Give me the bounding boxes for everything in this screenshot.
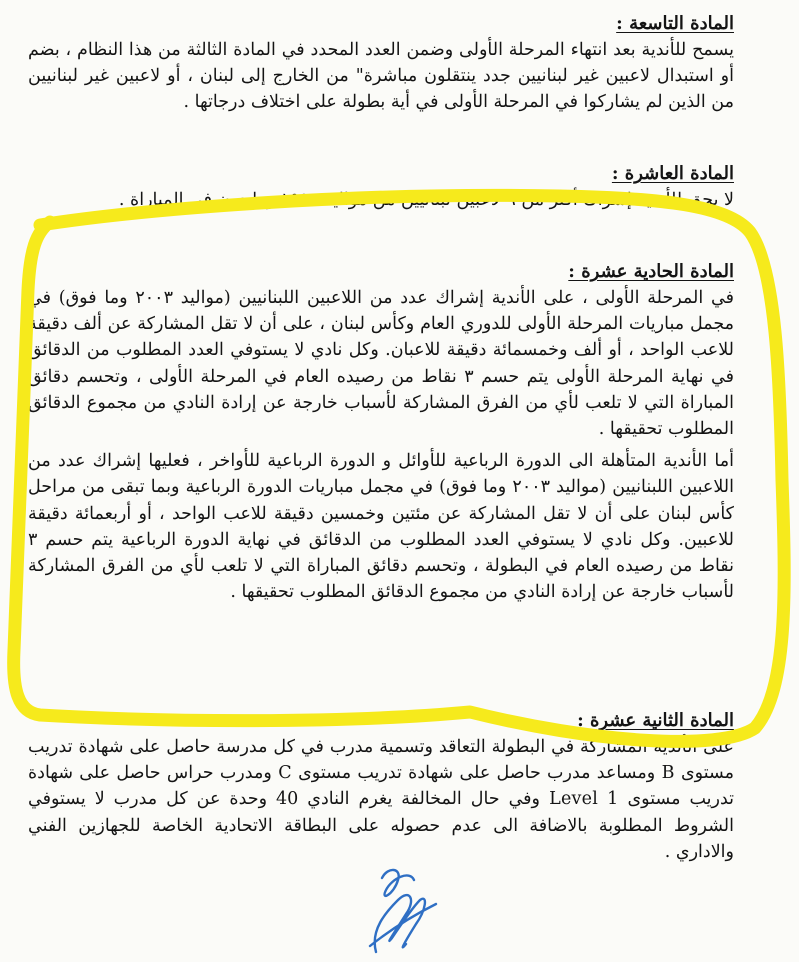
article-10-body xyxy=(28,187,734,213)
article-11-paragraph-2: أما الأندية المتأهلة الى الدورة الرباعية للأوائل و الدورة الرباعية للأواخر ، فعليها إشراك عدد من اللاعبين اللبنانيين (مواليد ٢٠٠٣ وما فوق) في مجمل مباريات الدورة الرباعية وبما تبقى من مراحل كأس لبنان على أن لا تقل المشاركة عن مئتين وخمسين دقيقة للاعب الواحد ، أو أربعمائة دقيقة للاعبين. وكل نادي لا يستوفي العدد المطلوب من الدقائق في نهاية الدورة الرباعية يتم حسم ٣ نقاط من رصيده العام في البطولة ، وتحسم دقائق المباراة التي لا تلعب لأي من الفرق المشاركة لأسباب خارجة عن إرادة النادي من مجموع الدقائق المطلوب تحقيقها . xyxy=(28,451,734,603)
article-12-body xyxy=(28,734,734,865)
article-11 xyxy=(28,261,734,605)
article-10-heading: المادة العاشرة : xyxy=(611,163,734,184)
signature-mark xyxy=(340,860,450,960)
article-9-body xyxy=(28,37,734,116)
article-12-heading: المادة الثانية عشرة : xyxy=(577,710,734,731)
article-9 xyxy=(28,13,734,116)
article-12 xyxy=(28,710,734,865)
article-12-paragraph: على الأندية المشاركة في البطولة التعاقد وتسمية مدرب في كل مدرسة حاصل على شهادة تدريب مستوى B ومساعد مدرب حاصل على شهادة تدريب مستوى C ومدرب حراس حاصل على شهادة تدريب مستوى Level 1 وفي حال المخالفة يغرم النادي 40 وحدة عن كل مدرب لا يستوفي الشروط المطلوبة بالاضافة الى عدم حصوله على البطاقة الاتحادية الخاصة للجهازين الفني والاداري . xyxy=(28,737,734,862)
article-9-paragraph: يسمح للأندية بعد انتهاء المرحلة الأولى وضمن العدد المحدد في المادة الثالثة من هذا النظام ، بضم أو استبدال لاعبين غير لبنانيين جدد ينتقلون مباشرة" من الخارج إلى لبنان ، أو لاعبين غير لبنانيين من الذين لم يشاركوا في المرحلة الأولى في أية بطولة على اختلاف درجاتها . xyxy=(28,40,734,113)
article-11-body xyxy=(28,285,734,605)
article-10 xyxy=(28,163,734,213)
article-9-heading: المادة التاسعة : xyxy=(616,13,734,34)
article-11-paragraph-1: في المرحلة الأولى ، على الأندية إشراك عدد من اللاعبين اللبنانيين (مواليد ٢٠٠٣ وما فوق) في مجمل مباريات المرحلة الأولى للدوري العام وكأس لبنان ، على أن لا تقل المشاركة عن ألف دقيقة للاعب الواحد ، أو ألف وخمسمائة دقيقة للاعبان. وكل نادي لا يستوفي العدد المطلوب من الدقائق في نهاية المرحلة الأولى يتم حسم ٣ نقاط من رصيده العام في المرحلة الأولى ، وتحسم دقائق المباراة التي لا تلعب لأي من الفرق المشاركة لأسباب خارجة عن إرادة النادي من مجموع الدقائق المطلوب تحقيقها . xyxy=(28,288,734,440)
article-11-heading: المادة الحادية عشرة : xyxy=(568,261,734,282)
article-10-paragraph: لا يحق للأندية إشراك أكثر من ٦ لاعبين لبنانيين من مواليد ١٩٩٥ وما دون في المباراة . xyxy=(118,190,734,210)
